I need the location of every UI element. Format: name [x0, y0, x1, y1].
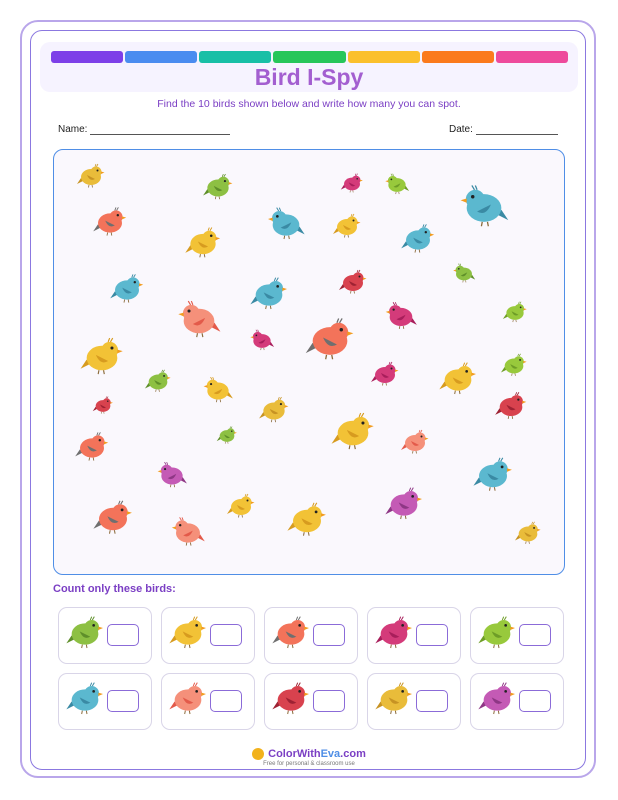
peach-bird-icon	[400, 428, 430, 460]
stripe-3	[199, 51, 271, 63]
robin-bird-icon	[304, 315, 356, 367]
yellow-bird-icon	[184, 225, 222, 264]
date-field[interactable]	[449, 124, 558, 135]
green-bird-icon	[216, 425, 238, 450]
yellow-bird-icon	[438, 360, 478, 401]
lime-bird-icon	[500, 352, 528, 382]
count-card-mustard-bird	[367, 673, 461, 730]
color-stripes	[51, 51, 568, 63]
red-bird-icon	[338, 268, 368, 300]
mustard-bird-icon	[514, 520, 542, 550]
footer	[0, 748, 618, 767]
date-label: Date:	[449, 124, 473, 135]
stripe-7	[496, 51, 568, 63]
count-input-box[interactable]	[416, 690, 448, 712]
count-input-box[interactable]	[210, 624, 242, 646]
page-title: Bird I-Spy	[254, 64, 364, 90]
red-bird-icon	[494, 390, 528, 426]
robin-bird-icon	[92, 205, 128, 242]
yellow-bird-icon	[330, 410, 376, 456]
brand-icon	[252, 748, 264, 760]
count-card-lime-bird	[470, 607, 564, 664]
green-bird-icon	[452, 262, 476, 289]
yellow-bird-icon	[202, 375, 234, 409]
count-input-box[interactable]	[107, 690, 139, 712]
stripe-5	[348, 51, 420, 63]
stripe-6	[422, 51, 494, 63]
green-bird-icon	[144, 368, 172, 398]
count-input-box[interactable]	[210, 690, 242, 712]
lime-bird-icon	[502, 300, 528, 328]
name-line[interactable]	[90, 124, 230, 135]
robin-bird-icon	[92, 498, 134, 541]
magenta-bird-icon	[249, 328, 275, 356]
tagline: Free for personal & classroom use	[263, 761, 355, 768]
purple-bird-icon	[384, 485, 424, 526]
teal-bird-icon	[472, 455, 514, 498]
date-line[interactable]	[476, 124, 558, 135]
brand-logo	[0, 748, 618, 760]
count-card-peach-bird	[161, 673, 255, 730]
peach-bird-icon	[176, 298, 222, 344]
yellow-bird-icon	[332, 212, 362, 244]
count-card-purple-bird	[470, 673, 564, 730]
teal-bird-icon	[249, 275, 289, 316]
magenta-bird-icon	[384, 300, 418, 336]
instructions-text: Find the 10 birds shown below and write how many you can spot.	[157, 98, 461, 110]
magenta-bird-icon	[340, 172, 364, 199]
count-card-red-bird	[264, 673, 358, 730]
yellow-bird-icon	[286, 500, 328, 543]
count-card-teal-bird	[58, 673, 152, 730]
teal-bird-icon	[458, 182, 510, 234]
yellow-bird-icon	[79, 335, 125, 381]
bird-scene	[53, 149, 565, 575]
purple-bird-icon	[156, 460, 188, 494]
robin-bird-icon	[74, 430, 110, 467]
peach-bird-icon	[170, 515, 206, 552]
stripe-4	[273, 51, 345, 63]
count-input-box[interactable]	[107, 624, 139, 646]
stripe-2	[125, 51, 197, 63]
count-card-robin-bird	[264, 607, 358, 664]
count-card-magenta-bird	[367, 607, 461, 664]
name-field[interactable]	[58, 124, 230, 135]
stripe-1	[51, 51, 123, 63]
lime-bird-icon	[384, 172, 410, 200]
count-input-box[interactable]	[519, 624, 551, 646]
magenta-bird-icon	[370, 360, 400, 392]
brand-part2: Eva	[320, 748, 341, 760]
count-card-yellow-bird	[161, 607, 255, 664]
mustard-bird-icon	[76, 162, 106, 194]
teal-bird-icon	[266, 205, 306, 246]
mustard-bird-icon	[258, 395, 290, 429]
count-card-green-bird	[58, 607, 152, 664]
teal-bird-icon	[109, 272, 145, 309]
brand-part1: ColorWith	[268, 748, 321, 760]
teal-bird-icon	[400, 222, 436, 259]
count-label: Count only these birds:	[53, 583, 176, 595]
count-input-box[interactable]	[519, 690, 551, 712]
count-input-box[interactable]	[416, 624, 448, 646]
name-label: Name:	[58, 124, 88, 135]
count-input-box[interactable]	[313, 690, 345, 712]
green-bird-icon	[202, 172, 234, 206]
count-input-box[interactable]	[313, 624, 345, 646]
brand-part3: .com	[340, 748, 366, 760]
yellow-bird-icon	[226, 492, 256, 524]
red-bird-icon	[92, 395, 114, 420]
